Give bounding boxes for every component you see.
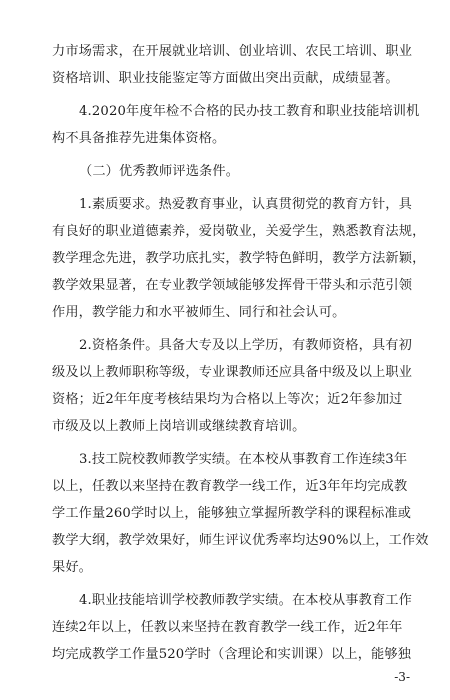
text-line: 有良好的职业道德素养，爱岗敬业，关爱学生，熟悉教育法规， [52,224,426,239]
page-number: -3- [394,670,410,684]
text-line: 级及以上教师职称等级，专业课教师还应具备中级及以上职业 [52,365,413,380]
text-line: 资格培训、职业技能鉴定等方面做出突出贡献，成绩显著。 [52,71,399,86]
text-line: 1.素质要求。热爱教育事业，认真贯彻党的教育方针，具 [79,197,412,212]
text-line: 教学大纲，教学效果好，师生评议优秀率均达90%以上，工作效 [52,533,429,548]
text-line: 均完成教学工作量520学时（含理论和实训课）以上，能够独 [52,647,412,662]
text-line: 市级及以上教师上岗培训或继续教育培训。 [52,419,306,434]
text-line: 作用，教学能力和水平被师生、同行和社会认可。 [52,305,346,320]
text-line: 果好。 [52,560,93,575]
text-line: 教学理念先进，教学功底扎实，教学特色鲜明，教学方法新颖， [52,251,426,266]
text-line: 3.技工院校教师教学实绩。在本校从事教育工作连续3年 [79,452,408,467]
text-line: 学工作量260学时以上，能够独立掌握所教学科的课程标准或 [52,506,412,521]
section-heading: （二）优秀教师评选条件。 [79,164,240,179]
text-line: 2.资格条件。具备大专及以上学历，有教师资格，具有初 [79,338,412,353]
text-line: 连续2年以上，任教以来坚持在教育教学一线工作，近2年年 [52,620,403,635]
text-line: 4.2020年度年检不合格的民办技工教育和职业技能培训机 [79,104,420,119]
text-line: 资格；近2年年度考核结果均为合格以上等次；近2年参加过 [52,392,403,407]
text-line: 构不具备推荐先进集体资格。 [52,131,226,146]
text-line: 以上，任教以来坚持在教育教学一线工作，近3年年均完成教 [52,479,408,494]
text-line: 教学效果显著，在专业教学领域能够发挥骨干带头和示范引领 [52,278,413,293]
text-line: 力市场需求，在开展就业培训、创业培训、农民工培训、职业 [52,44,413,59]
text-line: 4.职业技能培训学校教师教学实绩。在本校从事教育工作 [79,593,412,608]
